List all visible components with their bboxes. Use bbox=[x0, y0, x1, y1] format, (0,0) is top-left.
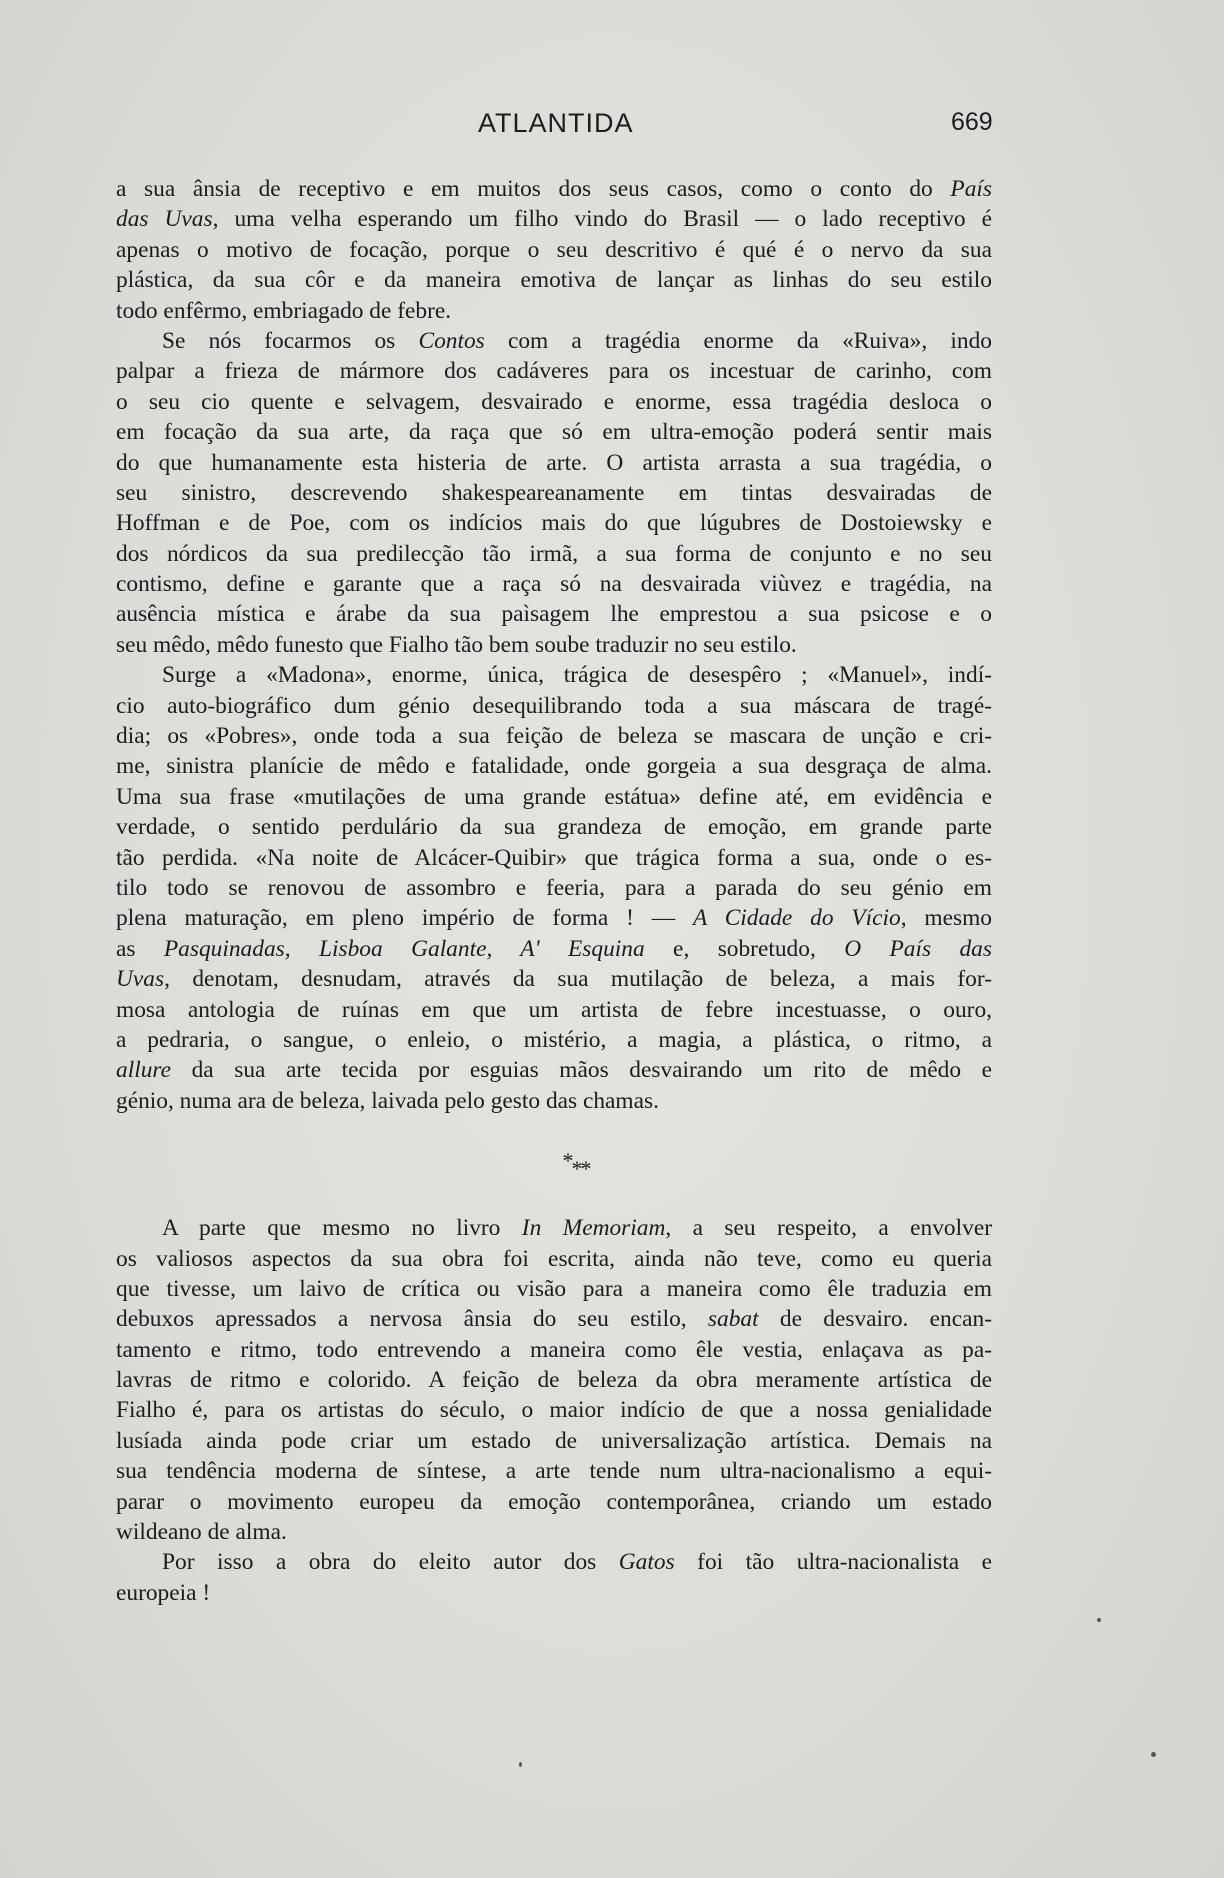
text-line bbox=[116, 873, 992, 903]
text-line bbox=[116, 812, 992, 842]
text-run: plena maturação, em pleno império de forma ! — bbox=[116, 905, 693, 932]
text-line bbox=[116, 843, 992, 873]
text-line bbox=[116, 691, 992, 721]
text-run: plástica, da sua côr e da maneira emotiva de lançar as linhas do seu estilo bbox=[116, 267, 992, 294]
running-title: ATLANTIDA bbox=[478, 108, 634, 138]
text-run: tilo todo se renovou de assombro e feeria, para a parada do seu génio em bbox=[116, 874, 992, 901]
text-line bbox=[116, 1547, 992, 1577]
text-line bbox=[116, 204, 992, 234]
scan-speck bbox=[1151, 1752, 1156, 1757]
text-run: génio, numa ara de beleza, laivada pelo gesto das chamas. bbox=[116, 1087, 659, 1114]
text-line bbox=[116, 934, 992, 964]
text-line bbox=[116, 782, 992, 812]
text-run: seu sinistro, descrevendo shakespeareanamente em tintas desvairadas de bbox=[116, 479, 992, 506]
text-line bbox=[116, 1244, 992, 1274]
text-line bbox=[116, 508, 992, 538]
text-run: a sua ânsia de receptivo e em muitos dos seus casos, como o conto do bbox=[116, 176, 951, 202]
text-run: palpar a frieza de mármore dos cadáveres para os incestuar de carinho, com bbox=[116, 358, 992, 385]
text-run: Fialho é, para os artistas do século, o maior indício de que a nossa genialidade bbox=[116, 1397, 992, 1424]
scan-speck bbox=[1097, 1618, 1101, 1622]
italic-title: sabat bbox=[707, 1306, 759, 1333]
italic-title: Contos bbox=[418, 327, 485, 354]
text-line bbox=[116, 660, 992, 690]
text-line bbox=[116, 1335, 992, 1365]
text-run: , denotam, desnudam, através da sua mutilação de beleza, a mais for- bbox=[164, 966, 992, 993]
text-run: tamento e ritmo, todo entrevendo a maneira como êle vestia, enlaçava as pa- bbox=[116, 1336, 992, 1363]
text-run: Hoffman e de Poe, com os indícios mais do que lúgubres de Dostoiewsky e bbox=[116, 510, 992, 537]
text-line bbox=[116, 721, 992, 751]
text-line bbox=[116, 539, 992, 569]
text-run: seu mêdo, mêdo funesto que Fialho tão bem soube traduzir no seu estilo. bbox=[116, 631, 797, 658]
text-line bbox=[116, 326, 992, 356]
italic-title: A Cidade do Vício bbox=[692, 905, 901, 932]
text-line bbox=[116, 569, 992, 599]
text-line bbox=[116, 417, 992, 447]
text-line bbox=[116, 174, 992, 204]
text-line bbox=[116, 630, 992, 660]
text-run: da sua arte tecida por esguias mãos desvairando um rito de mêdo e bbox=[171, 1057, 992, 1084]
text-line bbox=[116, 448, 992, 478]
text-run: cio auto-biográfico dum génio desequilibrando toda a sua máscara de tragé- bbox=[116, 692, 992, 719]
text-run: , a seu respeito, a envolver bbox=[665, 1215, 992, 1242]
text-line bbox=[116, 356, 992, 386]
text-line bbox=[116, 1517, 992, 1547]
text-run: Se nós focarmos os bbox=[162, 327, 419, 354]
text-line bbox=[116, 265, 992, 295]
text-line bbox=[116, 1456, 992, 1486]
text-line bbox=[116, 1025, 992, 1055]
text-run: lavras de ritmo e colorido. A feição de beleza da obra meramente artística de bbox=[116, 1367, 992, 1394]
text-run: com a tragédia enorme da «Ruiva», indo bbox=[484, 327, 992, 354]
body-text bbox=[116, 174, 992, 1608]
text-line bbox=[116, 1487, 992, 1517]
scan-speck bbox=[519, 1762, 522, 1767]
text-run: contismo, define e garante que a raça só na desvairada viùvez e tragédia, na bbox=[116, 571, 992, 598]
text-run: tão perdida. «Na noite de Alcácer-Quibir» que trágica forma a sua, onde o es- bbox=[116, 844, 992, 871]
text-run: o seu cio quente e selvagem, desvairado e enorme, essa tragédia desloca o bbox=[116, 388, 992, 415]
text-run: me, sinistra planície de mêdo e fatalidade, onde gorgeia a sua desgraça de alma. bbox=[116, 753, 992, 780]
text-run: de desvairo. encan- bbox=[758, 1306, 992, 1333]
text-line bbox=[116, 599, 992, 629]
text-line bbox=[116, 1213, 992, 1243]
italic-title: allure bbox=[116, 1057, 172, 1084]
text-line bbox=[116, 1578, 992, 1608]
text-line bbox=[116, 1274, 992, 1304]
text-run: ausência mística e árabe da sua paìsagem lhe emprestou a sua psicose e o bbox=[116, 601, 992, 628]
text-run: do que humanamente esta histeria de arte. O artista arrasta a sua tragédia, o bbox=[116, 449, 992, 476]
text-run: , uma velha esperando um filho vindo do Brasil — o lado receptivo é bbox=[212, 206, 992, 233]
asterism-divider bbox=[160, 1116, 992, 1213]
text-run: sua tendência moderna de síntese, a arte tende num ultra-nacionalismo a equi- bbox=[116, 1458, 992, 1485]
text-line bbox=[116, 1395, 992, 1425]
text-line bbox=[116, 1086, 992, 1116]
text-run: dos nórdicos da sua predilecção tão irmã, a sua forma de conjunto e no seu bbox=[116, 540, 992, 567]
text-run: , mesmo bbox=[900, 905, 993, 932]
page-header bbox=[0, 108, 1224, 144]
text-run: que tivesse, um laivo de crítica ou visão para a maneira como êle traduzia em bbox=[116, 1275, 992, 1302]
text-run: mosa antologia de ruínas em que um artista de febre incestuasse, o ouro, bbox=[116, 996, 992, 1023]
text-run: Surge a «Madona», enorme, única, trágica de desespêro ; «Manuel», indí- bbox=[162, 662, 992, 689]
text-run: Uma sua frase «mutilações de uma grande estátua» define até, em evidência e bbox=[116, 783, 992, 810]
text-line bbox=[116, 964, 992, 994]
text-line bbox=[116, 296, 992, 326]
text-line bbox=[116, 751, 992, 781]
text-run: apenas o motivo de focação, porque o seu descritivo é qué é o nervo da sua bbox=[116, 236, 992, 263]
text-run: as bbox=[116, 935, 164, 962]
text-line bbox=[116, 1365, 992, 1395]
text-run: wildeano de alma. bbox=[116, 1519, 287, 1546]
italic-title: Pasquinadas, Lisboa Galante, A' Esquina bbox=[163, 935, 645, 962]
text-run: verdade, o sentido perdulário da sua grandeza de emoção, em grande parte bbox=[116, 814, 992, 841]
page-number: 669 bbox=[951, 108, 993, 136]
italic-title: País bbox=[950, 176, 992, 202]
italic-title: In Memoriam bbox=[521, 1215, 666, 1242]
text-line bbox=[116, 478, 992, 508]
text-line bbox=[116, 995, 992, 1025]
text-line bbox=[116, 1304, 992, 1334]
text-run: parar o movimento europeu da emoção contemporânea, criando um estado bbox=[116, 1488, 992, 1515]
asterism-glyphs: *** bbox=[562, 1148, 590, 1182]
text-run: europeia ! bbox=[116, 1579, 211, 1606]
text-line bbox=[116, 235, 992, 265]
italic-title: Uvas bbox=[116, 966, 165, 993]
text-run: dia; os «Pobres», onde toda a sua feição de beleza se mascara de unção e cri- bbox=[116, 723, 992, 750]
text-line bbox=[116, 1426, 992, 1456]
text-section-1 bbox=[116, 174, 992, 1116]
text-line bbox=[116, 387, 992, 417]
text-run: em focação da sua arte, da raça que só em ultra-emoção poderá sentir mais bbox=[116, 419, 992, 446]
text-run: os valiosos aspectos da sua obra foi escrita, ainda não teve, como eu queria bbox=[116, 1245, 992, 1272]
text-section-2 bbox=[116, 1213, 992, 1608]
text-line bbox=[116, 1055, 992, 1085]
text-run: foi tão ultra-nacionalista e bbox=[674, 1549, 992, 1576]
text-run: A parte que mesmo no livro bbox=[162, 1215, 522, 1242]
text-run: Por isso a obra do eleito autor dos bbox=[162, 1549, 619, 1576]
text-run: e, sobretudo, bbox=[644, 935, 845, 962]
text-run: debuxos apressados a nervosa ânsia do seu estilo, bbox=[116, 1306, 708, 1333]
italic-title: das Uvas bbox=[116, 206, 213, 233]
italic-title: Gatos bbox=[618, 1549, 675, 1576]
text-line bbox=[116, 903, 992, 933]
text-run: lusíada ainda pode criar um estado de universalização artística. Demais na bbox=[116, 1427, 992, 1454]
text-run: a pedraria, o sangue, o enleio, o mistério, a magia, a plástica, o ritmo, a bbox=[116, 1026, 992, 1053]
text-run: todo enfêrmo, embriagado de febre. bbox=[116, 297, 452, 324]
italic-title: O País das bbox=[844, 935, 992, 962]
